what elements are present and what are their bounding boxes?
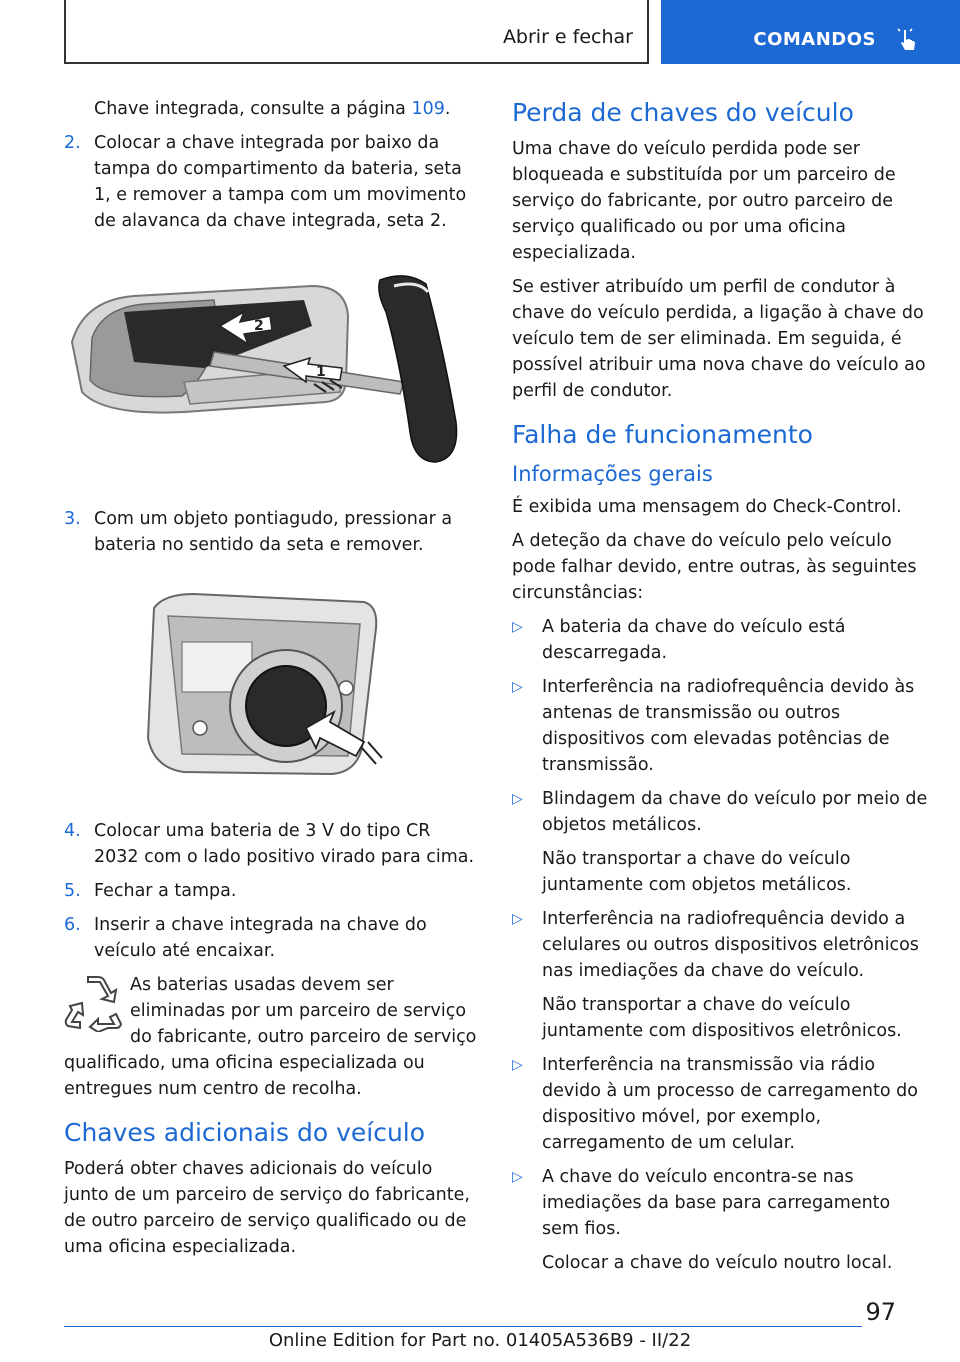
- reference-suffix: .: [444, 99, 451, 119]
- arrow-label-2: 2: [254, 318, 264, 334]
- check-control-text: É exibida uma mensagem do Check-Control.: [512, 497, 902, 517]
- left-column: [64, 96, 478, 1268]
- additional-keys-text: Poderá obter chaves adicionais do veículo junto de um parceiro de serviço do fabricante, de outro parceiro de serviço qualificado ou de uma oficina especializada.: [64, 1159, 470, 1257]
- bullet-subtext: Não transportar a chave do veículo juntamente com dispositivos eletrônicos.: [542, 995, 902, 1041]
- step-3: [64, 506, 478, 558]
- bullet-text: A chave do veículo encontra-se nas imediações da base para carregamento sem fios.: [542, 1167, 891, 1239]
- step-2: [64, 130, 478, 234]
- step-6: [64, 912, 478, 964]
- heading-malfunction: Falha de funcionamento: [512, 420, 813, 449]
- step-number: 2.: [64, 133, 81, 153]
- key-loss-text-1: Uma chave do veículo perdida pode ser bloqueada e substituída por um parceiro de serviço do fabricante, por outro parceiro de serviço qualificado ou por uma oficina especializada.: [512, 139, 896, 263]
- bullet-marker-icon: ▷: [512, 679, 523, 695]
- bullet-item: [512, 786, 932, 838]
- bullet-item: [512, 1052, 932, 1156]
- hand-pointer-icon: [894, 26, 922, 54]
- key-loss-text-2: Se estiver atribuído um perfil de condutor à chave do veículo perdida, a ligação à chave do veículo tem de ser eliminada. Em seguida, é possível atribuir uma nova chave do veículo ao perfil de condutor.: [512, 277, 926, 401]
- footer-edition: Online Edition for Part no. 01405A536B9 - II/22: [268, 1330, 692, 1351]
- footer-divider: [64, 1326, 862, 1327]
- bullet-marker-icon: ▷: [512, 1057, 523, 1073]
- step-number: 5.: [64, 881, 81, 901]
- step-text: Com um objeto pontiagudo, pressionar a bateria no sentido da seta e remover.: [94, 509, 453, 555]
- bullet-marker-icon: ▷: [512, 791, 523, 807]
- bullet-text: A bateria da chave do veículo está descarregada.: [542, 617, 846, 663]
- arrow-label-1: 1: [316, 364, 326, 380]
- right-column: [512, 96, 932, 1284]
- step-text: Colocar a chave integrada por baixo da tampa do compartimento da bateria, seta 1, e remover a tampa com um movimento de alavanca da chave integrada, seta 2.: [94, 133, 467, 231]
- bullet-marker-icon: ▷: [512, 1169, 523, 1185]
- header-chapter-title: COMANDOS: [753, 29, 876, 50]
- header-section-box: [64, 0, 649, 64]
- battery-removal-illustration: [64, 588, 478, 788]
- bullet-item: [512, 906, 932, 984]
- step-text: Fechar a tampa.: [94, 881, 237, 901]
- step-5: [64, 878, 478, 904]
- bullet-marker-icon: ▷: [512, 619, 523, 635]
- header-section-title: Abrir e fechar: [502, 26, 633, 48]
- reference-text: Chave integrada, consulte a página: [94, 99, 412, 119]
- bullet-item: [512, 614, 932, 666]
- bullet-subtext: Não transportar a chave do veículo juntamente com objetos metálicos.: [542, 849, 852, 895]
- recycling-note-text: As baterias usadas devem ser eliminadas por um parceiro de serviço do fabricante, outro parceiro de serviço qualificado, uma oficina especializada ou entregues num centro de recolha.: [64, 975, 477, 1099]
- heading-key-loss: Perda de chaves do veículo: [512, 98, 854, 127]
- key-cover-removal-illustration: [64, 272, 478, 480]
- recycle-icon: [64, 976, 124, 1032]
- bullet-text: Blindagem da chave do veículo por meio de objetos metálicos.: [542, 789, 928, 835]
- page-number: 97: [865, 1298, 896, 1326]
- bullet-item: [512, 674, 932, 778]
- step-text: Colocar uma bateria de 3 V do tipo CR 2032 com o lado positivo virado para cima.: [94, 821, 475, 867]
- bullet-marker-icon: ▷: [512, 911, 523, 927]
- detection-text: A deteção da chave do veículo pelo veículo pode falhar devido, entre outras, às seguintes circunstâncias:: [512, 531, 917, 603]
- integrated-key-reference: [64, 96, 478, 122]
- bullet-text: Interferência na radiofrequência devido a celulares ou outros dispositivos eletrônicos nas imediações da chave do veículo.: [542, 909, 919, 981]
- bullet-text: Interferência na transmissão via rádio devido à um processo de carregamento do dispositivo móvel, por exemplo, carregamento de um celular.: [542, 1055, 918, 1153]
- step-text: Inserir a chave integrada na chave do veículo até encaixar.: [94, 915, 427, 961]
- step-4: [64, 818, 478, 870]
- step-number: 4.: [64, 821, 81, 841]
- bullet-item: [512, 1164, 932, 1242]
- step-number: 6.: [64, 915, 81, 935]
- step-number: 3.: [64, 509, 81, 529]
- header-chapter-box: [661, 0, 960, 64]
- bullet-text: Interferência na radiofrequência devido às antenas de transmissão ou outros dispositivos com elevadas potências de transmissão.: [542, 677, 915, 775]
- page-link-109[interactable]: 109: [411, 99, 445, 119]
- heading-general-info: Informações gerais: [512, 462, 713, 486]
- bullet-subtext: Colocar a chave do veículo noutro local.: [542, 1253, 893, 1273]
- recycling-note: [64, 972, 478, 1102]
- heading-additional-keys: Chaves adicionais do veículo: [64, 1118, 426, 1147]
